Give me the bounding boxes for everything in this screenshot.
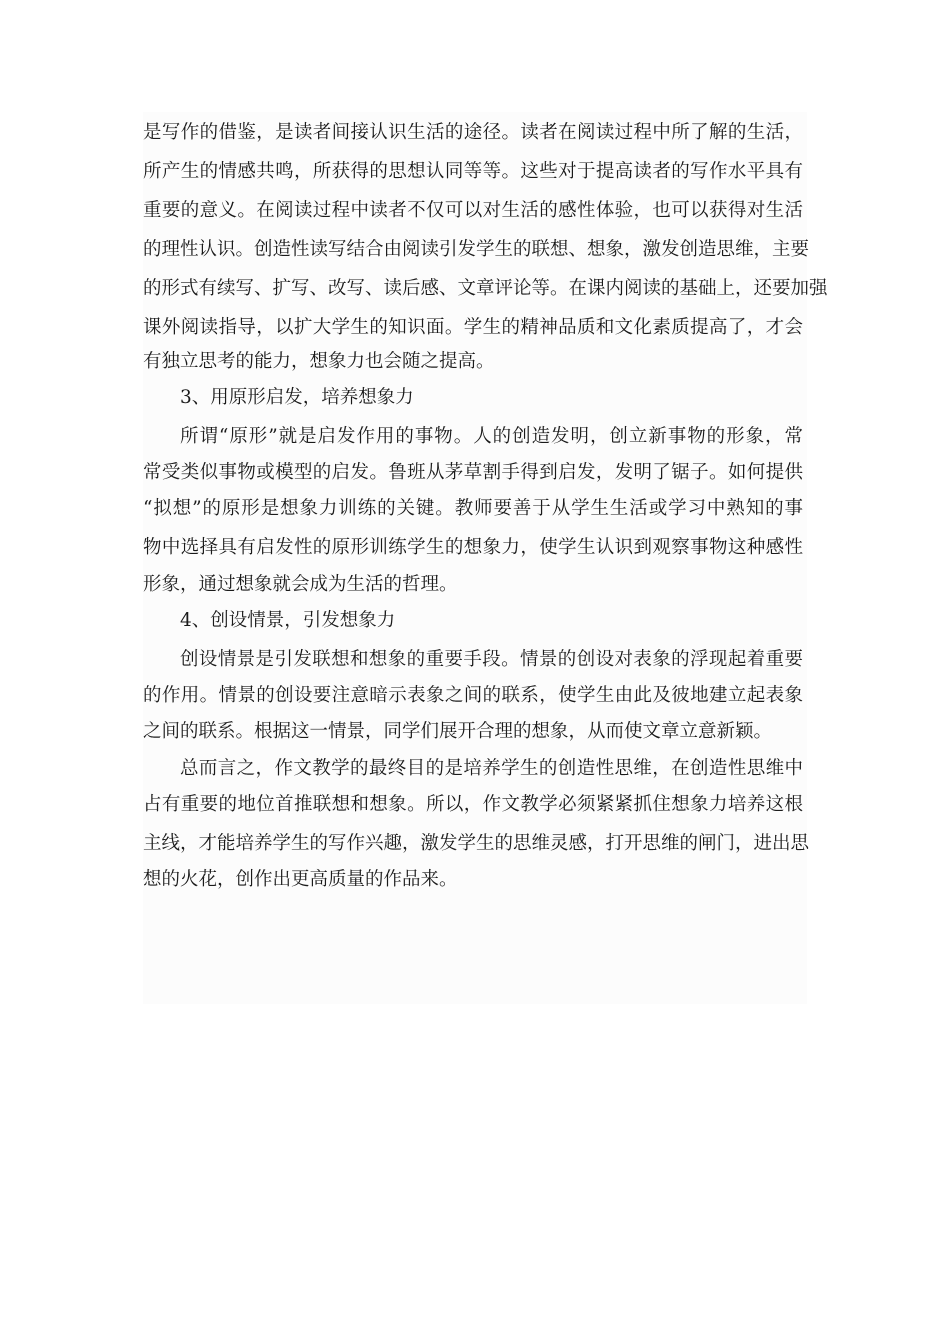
paragraph-line: 课外阅读指导，以扩大学生的知识面。学生的精神品质和文化素质提高了，才会	[143, 317, 803, 338]
paragraph-line: 的形式有续写、扩写、改写、读后感、文章评论等。在课内阅读的基础上，还要加强	[143, 278, 828, 299]
paragraph-line: 是写作的借鉴，是读者间接认识生活的途径。读者在阅读过程中所了解的生活，	[143, 122, 803, 143]
paragraph-line: 之间的联系。根据这一情景，同学们展开合理的想象，从而使文章立意新颖。	[143, 721, 773, 742]
paragraph-line: 形象，通过想象就会成为生活的哲理。	[143, 574, 458, 595]
paragraph-line: 物中选择具有启发性的原形训练学生的想象力，使学生认识到观察事物这种感性	[143, 537, 803, 558]
paragraph-line: 有独立思考的能力，想象力也会随之提高。	[143, 351, 495, 372]
paragraph-line: 所产生的情感共鸣，所获得的思想认同等等。这些对于提高读者的写作水平具有	[143, 161, 803, 182]
paragraph-line: 的理性认识。创造性读写结合由阅读引发学生的联想、想象，激发创造思维，主要	[143, 239, 810, 260]
paragraph-line: 想的火花，创作出更高质量的作品来。	[143, 869, 458, 890]
document-body	[143, 112, 828, 1004]
paragraph-line: 创设情景是引发联想和想象的重要手段。情景的创设对表象的浮现起着重要	[180, 649, 803, 670]
paragraph-line: 主线，才能培养学生的写作兴趣，激发学生的思维灵感，打开思维的闸门，进出思	[143, 833, 810, 854]
section-heading: 3、用原形启发，培养想象力	[180, 387, 414, 408]
paragraph-line: “拟想”的原形是想象力训练的关键。教师要善于从学生生活或学习中熟知的事	[143, 498, 803, 519]
paragraph-line: 总而言之，作文教学的最终目的是培养学生的创造性思维，在创造性思维中	[180, 758, 803, 779]
section-heading: 4、创设情景，引发想象力	[180, 610, 396, 631]
paragraph-line: 重要的意义。在阅读过程中读者不仅可以对生活的感性体验，也可以获得对生活	[143, 200, 803, 221]
paragraph-line: 常受类似事物或模型的启发。鲁班从茅草割手得到启发，发明了锯子。如何提供	[143, 462, 803, 483]
paragraph-line: 的作用。情景的创设要注意暗示表象之间的联系，使学生由此及彼地建立起表象	[143, 685, 803, 706]
paragraph-line: 占有重要的地位首推联想和想象。所以，作文教学必须紧紧抓住想象力培养这根	[143, 794, 803, 815]
paragraph-line: 所谓“原形”就是启发作用的事物。人的创造发明，创立新事物的形象，常	[180, 426, 803, 447]
